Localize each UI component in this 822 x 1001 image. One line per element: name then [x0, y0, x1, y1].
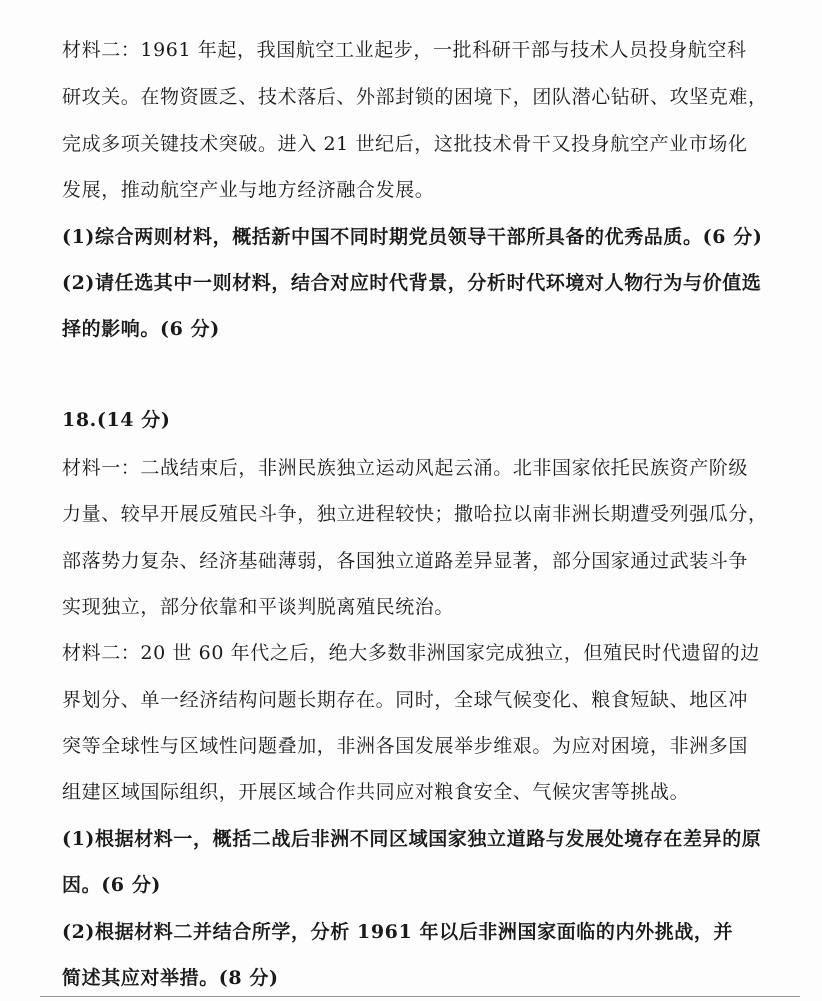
question-line: 择的影响。(6 分)	[62, 318, 220, 340]
text-line: 完成多项关键技术突破。进入 21 世纪后，这批技术骨干又投身航空产业市场化	[62, 133, 748, 155]
question-line: 简述其应对举措。(8 分)	[62, 967, 279, 989]
text-line: 部落势力复杂、经济基础薄弱，各国独立道路差异显著，部分国家通过武装斗争	[62, 550, 749, 572]
bottom-rule	[40, 996, 800, 997]
text-line: 界划分、单一经济结构问题长期存在。同时，全球气候变化、粮食短缺、地区冲	[62, 689, 749, 711]
text-line: 实现独立，部分依靠和平谈判脱离殖民统治。	[62, 596, 455, 618]
text-line: 材料一：二战结束后，非洲民族独立运动风起云涌。北非国家依托民族资产阶级	[62, 457, 749, 479]
text-line: 材料二：20 世 60 年代之后，绝大多数非洲国家完成独立，但殖民时代遗留的边	[62, 642, 760, 664]
question-line: (1)根据材料一，概括二战后非洲不同区域国家独立道路与发展处境存在差异的原	[62, 828, 762, 850]
question-line: (2)请任选其中一则材料，结合对应时代背景，分析时代环境对人物行为与价值选	[62, 272, 762, 294]
text-line: 发展，推动航空产业与地方经济融合发展。	[62, 179, 435, 201]
question-line: (1)综合两则材料，概括新中国不同时期党员领导干部所具备的优秀品质。(6 分)	[62, 226, 763, 248]
text-line: 研攻关。在物资匮乏、技术落后、外部封锁的困境下，团队潜心钻研、攻坚克难，	[62, 86, 768, 108]
text-line: 材料二：1961 年起，我国航空工业起步，一批科研干部与技术人员投身航空科	[62, 39, 747, 61]
question-line: 因。(6 分)	[62, 874, 162, 896]
text-line: 组建区域国际组织，开展区域合作共同应对粮食安全、气候灾害等挑战。	[62, 781, 690, 803]
question-line: (2)根据材料二并结合所学，分析 1961 年以后非洲国家面临的内外挑战，并	[62, 921, 734, 943]
section-heading: 18.(14 分)	[62, 409, 171, 431]
text-line: 突等全球性与区域性问题叠加，非洲各国发展举步维艰。为应对困境，非洲多国	[62, 735, 749, 757]
text-line: 力量、较早开展反殖民斗争，独立进程较快；撒哈拉以南非洲长期遭受列强瓜分，	[62, 503, 768, 525]
